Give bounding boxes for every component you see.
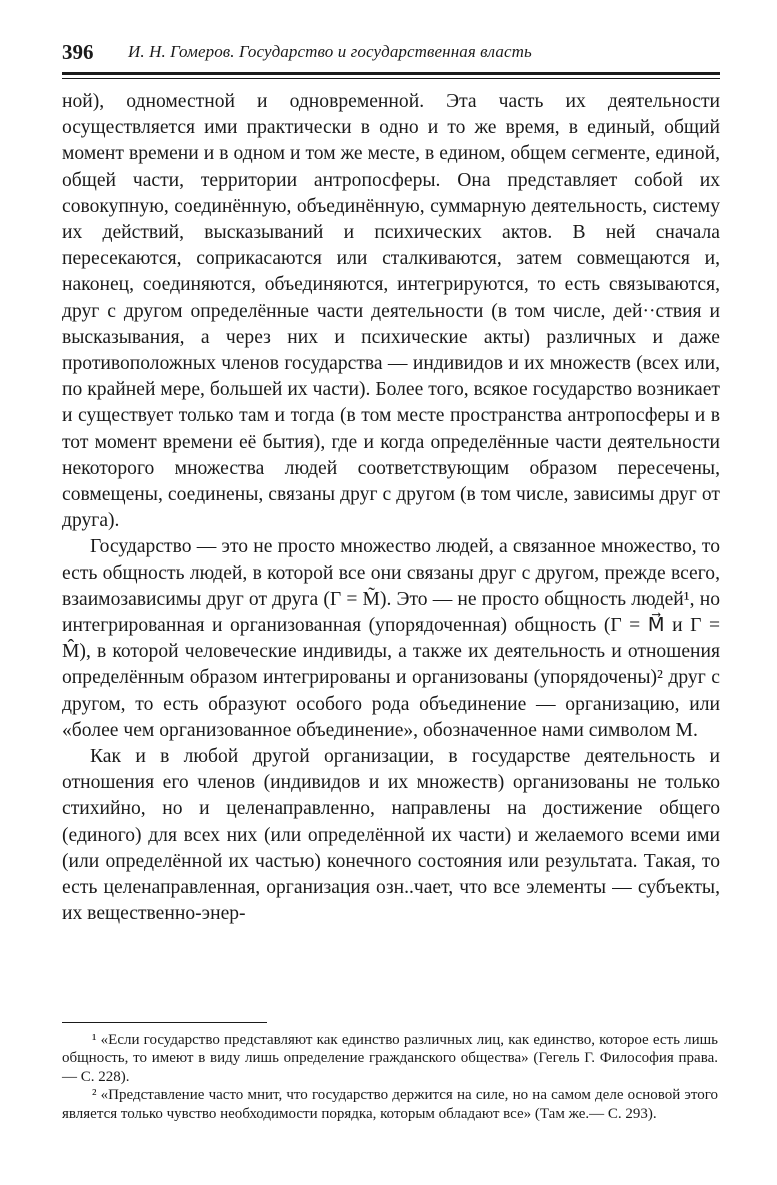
paragraph-1: ной), одноместной и одновременной. Эта часть их деятельности осуществляется ими практически в одно и то же время, в единый, общий момент времени и в одном и том же месте, в едином, общем сегменте, единой, общей части, территории антропосферы. Она представляет собой их совокупную, соединённую, объединённую, суммарную деятельность, систему их действий, высказываний и психических актов. В ней сначала пересекаются, соприкасаются или сталкиваются, затем совмещаются и, наконец, соединяются, объединяются, интегрируются, то есть связываются, друг с другом определённые части деятельности (в том числе, дей··ствия и высказывания, а через них и психические акты) различных и даже противоположных членов государства — индивидов и их множеств (всех или, по крайней мере, большей их части). Более того, всякое государство возникает и существует только там и тогда (в том месте пространства антропосферы и в тот момент времени её бытия), где и когда определённые части деятельности некоторого множества людей соответствующим образом пересечены, совмещены, соединены, связаны друг с другом (в том числе, зависимы друг от друга).	[62, 91, 720, 532]
paragraph-2: Государство — это не просто множество людей, а связанное множество, то есть общность людей, в которой все они связаны друг с другом, прежде всего, взаимозависимы друг от друга (Г = M̃). Это — не просто общность людей¹, но интегрированная и организованная (упорядоченная) общность (Г = M⃗ и Г = M̂), в которой человеческие индивиды, а также их деятельность и отношения определённым образом интегрированы и организованы (упорядочены)² друг с другом, то есть образуют особого рода объединение — организацию, или «более чем организованное объединение», обозначенное нами символом M.	[62, 536, 720, 741]
header-rule-thick	[62, 72, 720, 75]
main-text	[62, 89, 720, 928]
footnote-1: ¹ «Если государство представляют как единство различных лиц, как единство, которое есть лишь общность, то имеют в виду лишь определение гражданского общества» (Гегель Г. Философия права.— С. 228).	[62, 1032, 718, 1085]
footnote-2: ² «Представление часто мнит, что государство держится на силе, но на самом деле основой этого является только чувство необходимости порядка, которым обладают все» (Там же.— С. 293).	[62, 1087, 718, 1122]
page-number: 396	[62, 40, 94, 64]
footnotes	[62, 1031, 718, 1123]
running-title: И. Н. Гомеров. Государство и государственная власть	[128, 42, 532, 61]
page-header	[62, 40, 717, 70]
footnote-separator	[62, 1022, 267, 1023]
paragraph-3: Как и в любой другой организации, в государстве деятельность и отношения его членов (индивидов и их множеств) организованы не только стихийно, но и целенаправленно, направлены на достижение общего (единого) для всех них (или определённой их части) и желаемого всеми ими (или определённой их частью) конечного состояния или результата. Такая, то есть целенаправленная, организация озн..чает, что все элементы — субъекты, их вещественно-энер-	[62, 746, 720, 925]
header-rule-thin	[62, 78, 720, 79]
